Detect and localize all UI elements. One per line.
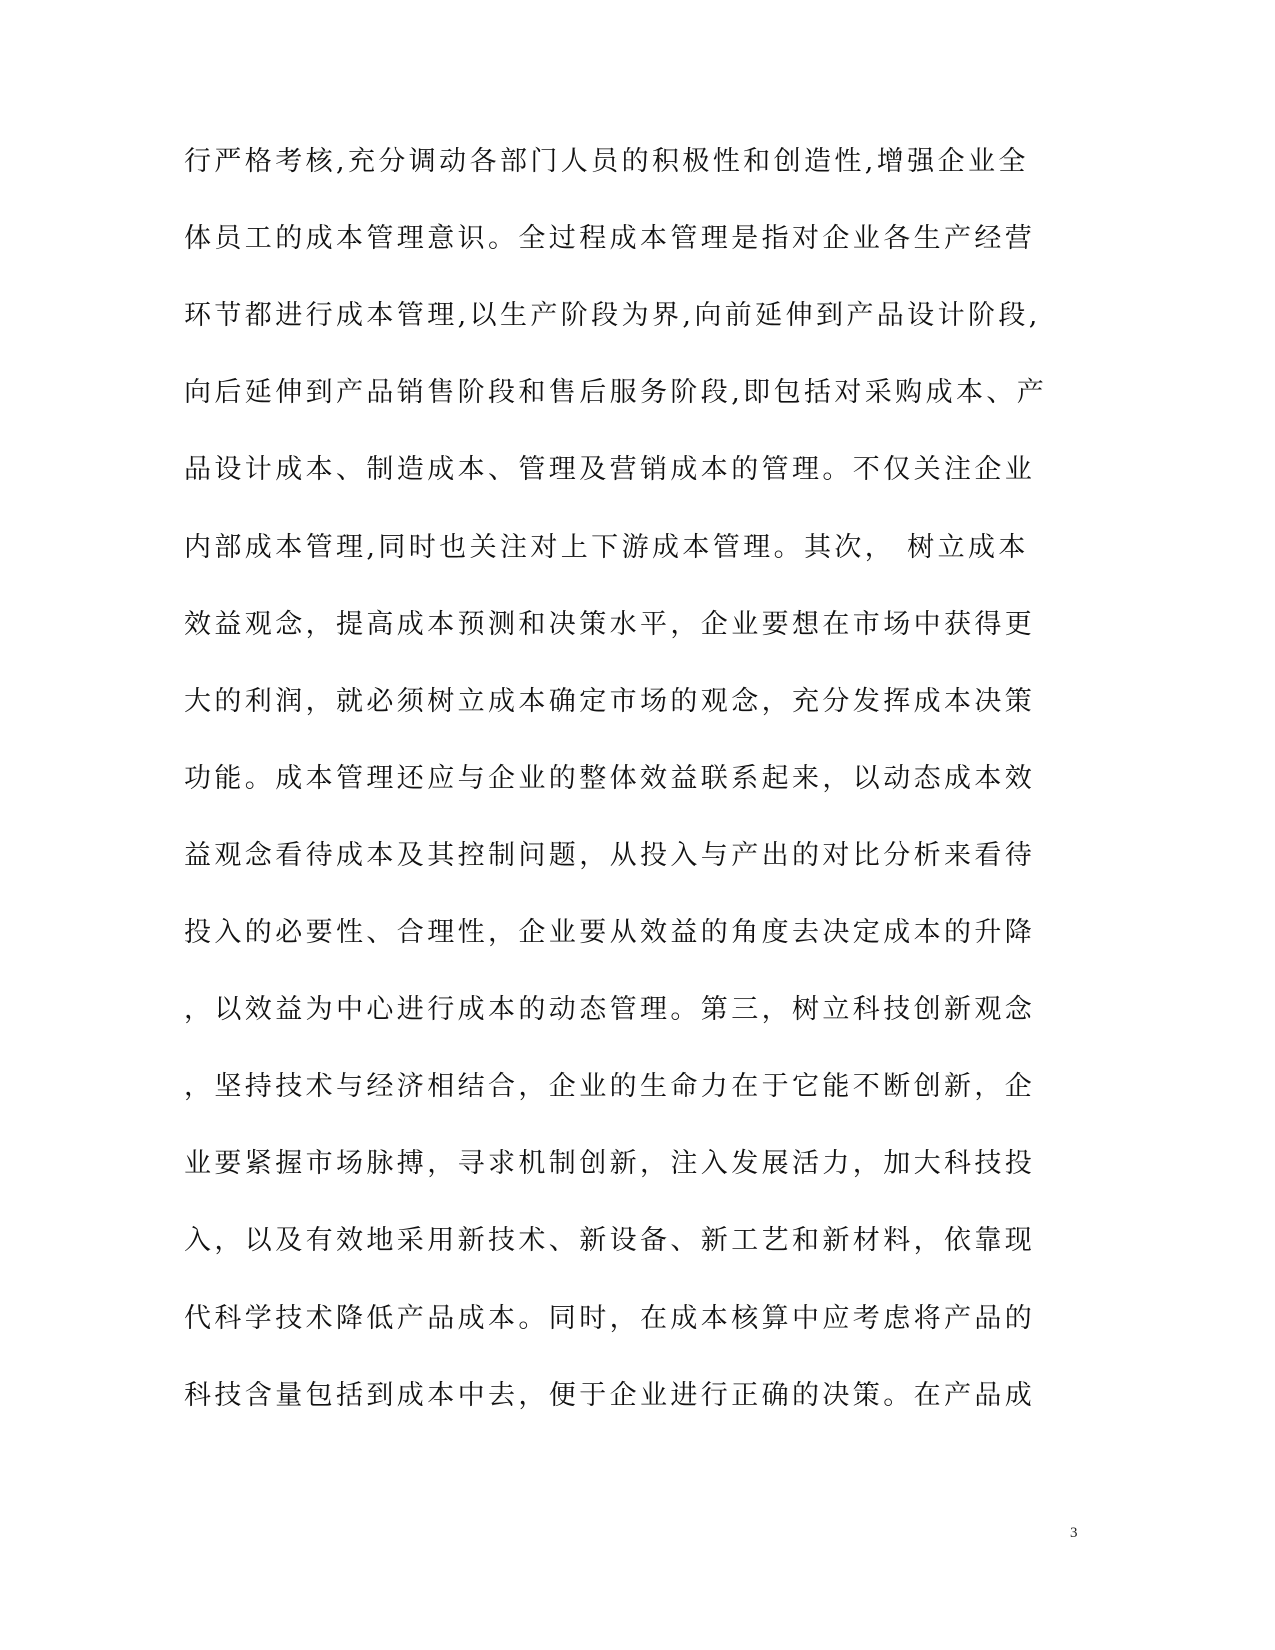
text-line: 业要紧握市场脉搏，寻求机制创新，注入发展活力，加大科技投 <box>184 1148 1036 1179</box>
text-line: 代科学技术降低产品成本。同时，在成本核算中应考虑将产品的 <box>184 1303 1036 1334</box>
text-line: ，以效益为中心进行成本的动态管理。第三，树立科技创新观念 <box>184 994 1036 1025</box>
text-line: 向后延伸到产品销售阶段和售后服务阶段,即包括对采购成本、产 <box>184 377 1048 408</box>
text-line: 体员工的成本管理意识。全过程成本管理是指对企业各生产经营 <box>184 223 1036 254</box>
text-line: 益观念看待成本及其控制问题，从投入与产出的对比分析来看待 <box>184 840 1036 871</box>
text-line: 科技含量包括到成本中去，便于企业进行正确的决策。在产品成 <box>184 1380 1036 1411</box>
text-line: 大的利润，就必须树立成本确定市场的观念，充分发挥成本决策 <box>184 686 1036 717</box>
text-line: ，坚持技术与经济相结合，企业的生命力在于它能不断创新，企 <box>184 1071 1036 1102</box>
text-line: 内部成本管理,同时也关注对上下游成本管理。其次， 树立成本 <box>184 532 1029 563</box>
text-line: 投入的必要性、合理性，企业要从效益的角度去决定成本的升降 <box>184 917 1036 948</box>
text-line: 效益观念，提高成本预测和决策水平，企业要想在市场中获得更 <box>184 609 1036 640</box>
text-line: 品设计成本、制造成本、管理及营销成本的管理。不仅关注企业 <box>184 454 1036 485</box>
text-line: 功能。成本管理还应与企业的整体效益联系起来，以动态成本效 <box>184 763 1036 794</box>
text-line: 入，以及有效地采用新技术、新设备、新工艺和新材料，依靠现 <box>184 1225 1036 1256</box>
page-number: 3 <box>1070 1525 1078 1541</box>
text-line: 行严格考核,充分调动各部门人员的积极性和创造性,增强企业全 <box>184 146 1029 177</box>
text-line: 环节都进行成本管理,以生产阶段为界,向前延伸到产品设计阶段, <box>184 300 1041 331</box>
